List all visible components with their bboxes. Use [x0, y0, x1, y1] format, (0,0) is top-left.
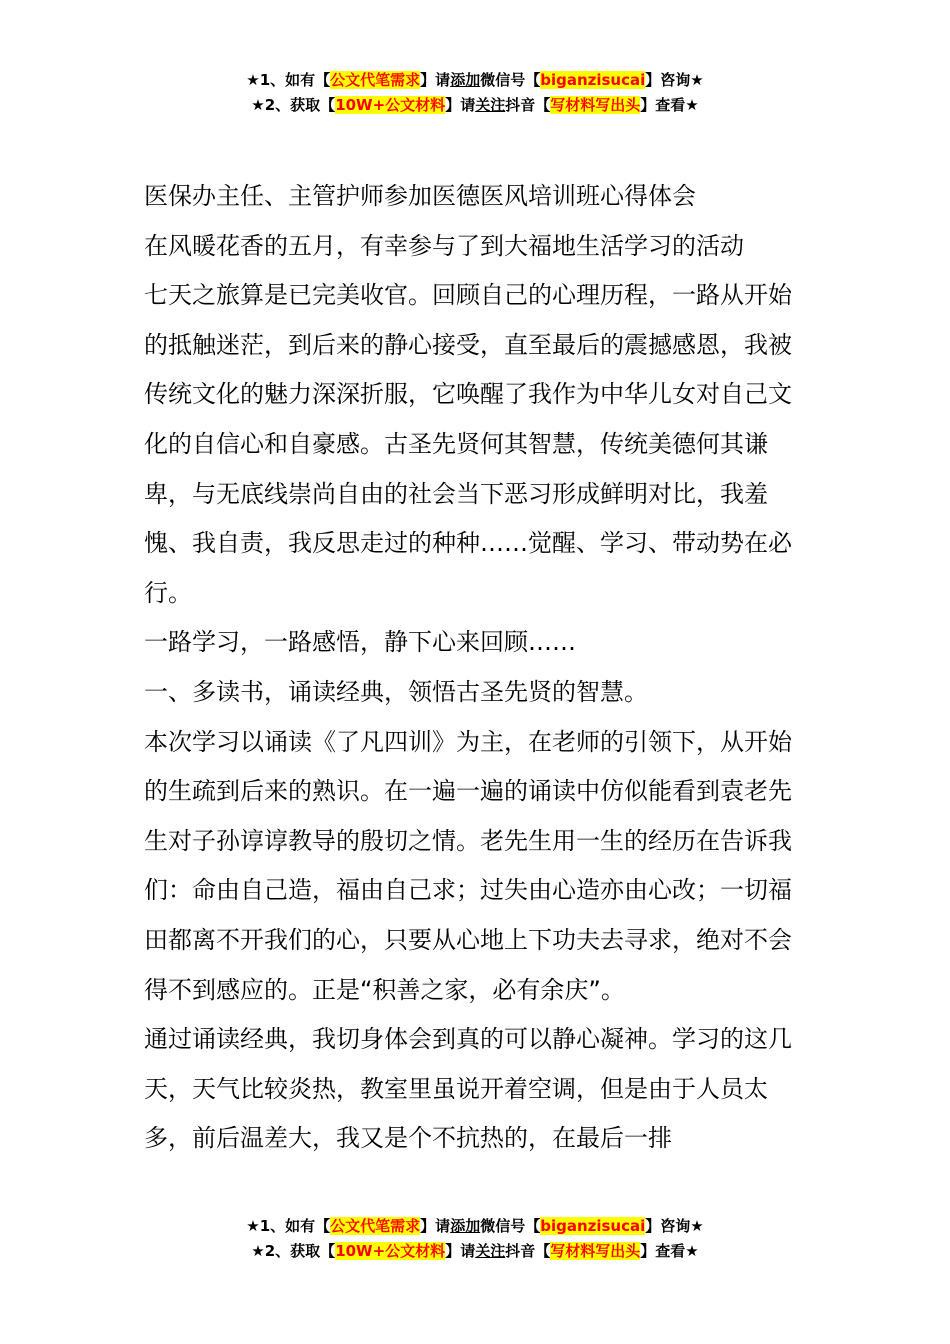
banner-highlight: 公文代笔需求: [330, 1217, 421, 1235]
banner-highlight: biganzisucai: [540, 1217, 646, 1235]
banner-underlined-text: 关注: [475, 1242, 506, 1260]
footer-banner: [0, 1214, 950, 1264]
banner-text: 抖音【: [505, 1242, 551, 1260]
banner-text: ★2、获取【: [251, 96, 336, 114]
banner-text: ★1、如有【: [246, 1217, 331, 1235]
banner-underlined-text: 关注: [475, 96, 506, 114]
banner-highlight: 10W+公文材料: [335, 1242, 446, 1260]
banner-text: 】请: [445, 1242, 476, 1260]
banner-text: 】查看★: [640, 1242, 699, 1260]
banner-line-1: [0, 68, 950, 93]
banner-underlined-text: 添加: [450, 71, 481, 89]
header-banner: [0, 68, 950, 118]
banner-highlight: 写材料写出头: [550, 1242, 641, 1260]
banner-text: 微信号【: [480, 71, 541, 89]
paragraph: 七天之旅算是已完美收官。回顾自己的心理历程，一路从开始的抵触迷茫，到后来的静心接受，直至最后的震撼感恩，我被传统文化的魅力深深折服，它唤醒了我作为中华儿女对自己文化的自信心和自豪感。古圣先贤何其智慧，传统美德何其谦卑，与无底线崇尚自由的社会当下恶习形成鲜明对比，我羞愧、我自责，我反思走过的种种……觉醒、学习、带动势在必行。: [144, 281, 792, 607]
banner-text: 】咨询★: [645, 71, 704, 89]
banner-line-1: [0, 1214, 950, 1239]
banner-text: 微信号【: [480, 1217, 541, 1235]
banner-text: 抖音【: [505, 96, 551, 114]
banner-highlight: biganzisucai: [540, 71, 646, 89]
banner-underlined-text: 添加: [450, 1217, 481, 1235]
banner-text: 】咨询★: [645, 1217, 704, 1235]
banner-text: 】请: [420, 1217, 451, 1235]
banner-text: 】请: [445, 96, 476, 114]
document-title: 医保办主任、主管护师参加医德医风培训班心得体会: [144, 182, 696, 210]
banner-text: 】查看★: [640, 96, 699, 114]
banner-highlight: 公文代笔需求: [330, 71, 421, 89]
paragraph: 通过诵读经典，我切身体会到真的可以静心凝神。学习的这几天，天气比较炎热，教室里虽说开着空调，但是由于人员太多，前后温差大，我又是个不抗热的，在最后一排: [144, 1025, 792, 1153]
banner-line-2: [0, 1239, 950, 1264]
paragraph: 在风暖花香的五月，有幸参与了到大福地生活学习的活动: [144, 231, 744, 260]
banner-text: 】请: [420, 71, 451, 89]
paragraph: 一路学习，一路感悟，静下心来回顾……: [144, 628, 576, 657]
banner-text: ★2、获取【: [251, 1242, 336, 1260]
section-heading: 一、多读书，诵读经典，领悟古圣先贤的智慧。: [144, 677, 648, 706]
banner-highlight: 写材料写出头: [550, 96, 641, 114]
banner-text: ★1、如有【: [246, 71, 331, 89]
banner-highlight: 10W+公文材料: [335, 96, 446, 114]
paragraph: 本次学习以诵读《了凡四训》为主，在老师的引领下，从开始的生疏到后来的熟识。在一遍一遍的诵读中仿似能看到袁老先生对子孙谆谆教导的殷切之情。老先生用一生的经历在告诉我们：命由自己造，福由自己求；过失由心造亦由心改；一切福田都离不开我们的心，只要从心地上下功夫去寻求，绝对不会得不到感应的。正是“积善之家，必有余庆”。: [144, 727, 792, 1004]
banner-line-2: [0, 93, 950, 118]
document-body: [144, 172, 814, 1164]
